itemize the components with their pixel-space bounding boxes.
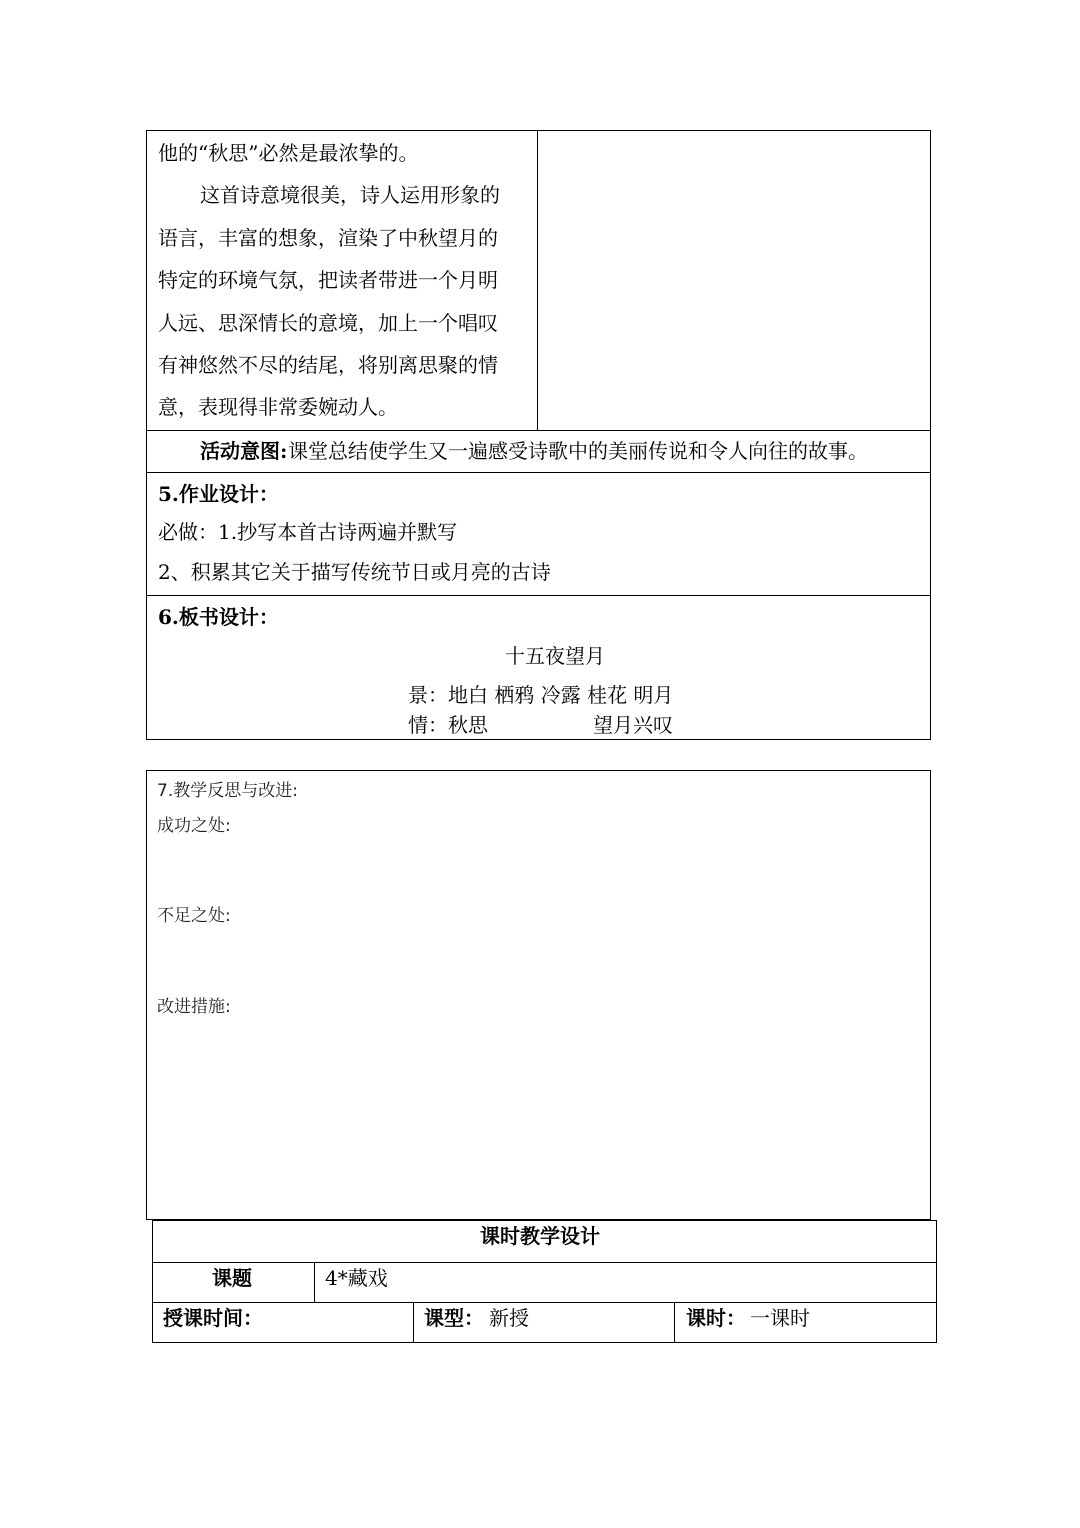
row-divider xyxy=(152,1302,937,1303)
board-scene-line: 景：地白 栖鸦 冷露 桂花 明月 xyxy=(408,683,674,707)
row-divider xyxy=(146,472,931,473)
row-divider xyxy=(146,595,931,596)
column-divider xyxy=(674,1302,675,1343)
lesson-type-label: 课型： xyxy=(424,1306,484,1330)
reflection-shortcoming-label: 不足之处: xyxy=(157,906,231,926)
homework-line: 必做：1.抄写本首古诗两遍并默写 xyxy=(158,520,458,544)
reflection-box xyxy=(146,770,931,1220)
activity-intent-text: 课堂总结使学生又一遍感受诗歌中的美丽传说和令人向往的故事。 xyxy=(288,439,868,463)
poem-analysis-line: 他的“秋思”必然是最浓挚的。 xyxy=(158,141,419,165)
row-divider xyxy=(146,430,931,431)
poem-analysis-line: 这首诗意境很美，诗人运用形象的 xyxy=(200,183,500,207)
poem-analysis-line: 有神悠然不尽的结尾，将别离思聚的情 xyxy=(158,353,498,377)
board-poem-title: 十五夜望月 xyxy=(505,644,605,668)
topic-label: 课题 xyxy=(212,1266,252,1290)
lesson-period-label: 课时： xyxy=(686,1306,746,1330)
column-divider xyxy=(537,130,538,430)
reflection-heading: 7.教学反思与改进: xyxy=(157,781,298,801)
reflection-improvement-label: 改进措施: xyxy=(157,997,231,1017)
lesson-type-value: 新授 xyxy=(489,1306,529,1330)
homework-heading: 5.作业设计： xyxy=(158,482,279,506)
board-design-heading: 6.板书设计： xyxy=(158,605,279,629)
lesson-period-value: 一课时 xyxy=(750,1306,810,1330)
poem-analysis-line: 人远、思深情长的意境，加上一个唱叹 xyxy=(158,311,498,335)
class-time-label: 授课时间： xyxy=(163,1306,263,1330)
reflection-success-label: 成功之处: xyxy=(157,816,231,836)
topic-value: 4*藏戏 xyxy=(325,1266,388,1290)
lesson-design-title: 课时教学设计 xyxy=(480,1224,600,1248)
poem-analysis-line: 特定的环境气氛，把读者带进一个月明 xyxy=(158,268,498,292)
board-emotion-text: 望月兴叹 xyxy=(593,713,673,737)
poem-analysis-line: 意，表现得非常委婉动人。 xyxy=(158,395,398,419)
activity-intent-label: 活动意图: xyxy=(200,439,288,463)
row-divider xyxy=(152,1262,937,1263)
board-emotion-label: 情：秋思 xyxy=(408,713,488,737)
column-divider xyxy=(413,1302,414,1343)
poem-analysis-line: 语言，丰富的想象，渲染了中秋望月的 xyxy=(158,226,498,250)
homework-line: 2、积累其它关于描写传统节日或月亮的古诗 xyxy=(158,560,551,584)
column-divider xyxy=(314,1262,315,1302)
